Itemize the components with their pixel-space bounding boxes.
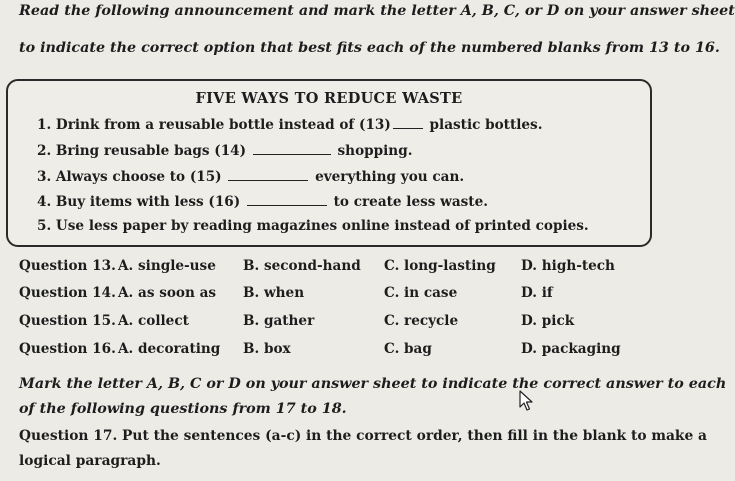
announcement-item-1 [37,117,542,133]
option-d[interactable]: D. pick [521,313,575,329]
item-2-text: 2. Bring reusable bags (14) [37,143,247,159]
question-label: Question 13. [19,258,116,274]
announcement-item-5 [37,218,589,234]
option-c[interactable]: C. in case [384,285,458,301]
announcement-title: FIVE WAYS TO REDUCE WASTE [195,90,463,107]
blank-15 [228,179,308,181]
option-b[interactable]: B. when [243,285,305,301]
instruction-2-line-2: of the following questions from 17 to 18. [19,401,347,417]
option-a[interactable]: A. collect [118,313,189,329]
item-5-text: 5. Use less paper by reading magazines online instead of printed copies. [37,218,589,234]
item-3-text: 3. Always choose to (15) [37,169,222,185]
instruction-2-line-1: Mark the letter A, B, C or D on your answer sheet to indicate the correct answer to each [19,376,727,392]
announcement-item-4 [37,194,488,210]
option-d[interactable]: D. packaging [521,341,621,357]
item-3-tail: everything you can. [315,169,465,185]
item-2-tail: shopping. [337,143,413,159]
item-4-tail: to create less waste. [333,194,488,210]
item-1-tail: plastic bottles. [429,117,543,133]
question-label: Question 14. [19,285,116,301]
option-c[interactable]: C. recycle [384,313,459,329]
item-4-text: 4. Buy items with less (16) [37,194,241,210]
announcement-box [6,79,652,247]
question-label: Question 15. [19,313,116,329]
option-d[interactable]: D. high-tech [521,258,615,274]
item-1-text: 1. Drink from a reusable bottle instead of (13) [37,117,391,133]
instruction-line-2: to indicate the correct option that best fits each of the numbered blanks from 13 to 16. [19,40,720,56]
option-b[interactable]: B. gather [243,313,315,329]
option-a[interactable]: A. single-use [118,258,216,274]
option-d[interactable]: D. if [521,285,553,301]
option-b[interactable]: B. second-hand [243,258,361,274]
option-b[interactable]: B. box [243,341,291,357]
blank-16 [247,204,327,206]
question-17-line-1: Question 17. Put the sentences (a-c) in the correct order, then fill in the blank to make a [19,428,707,444]
blank-14 [253,153,331,155]
question-17-line-2: logical paragraph. [19,453,161,469]
mouse-cursor-icon [519,390,533,416]
option-c[interactable]: C. bag [384,341,432,357]
announcement-item-2 [37,143,412,159]
option-a[interactable]: A. decorating [118,341,221,357]
question-label: Question 16. [19,341,116,357]
announcement-item-3 [37,169,464,185]
blank-13 [393,127,423,129]
instruction-line-1: Read the following announcement and mark the letter A, B, C, or D on your answer sheet [19,3,735,19]
option-c[interactable]: C. long-lasting [384,258,496,274]
option-a[interactable]: A. as soon as [118,285,217,301]
